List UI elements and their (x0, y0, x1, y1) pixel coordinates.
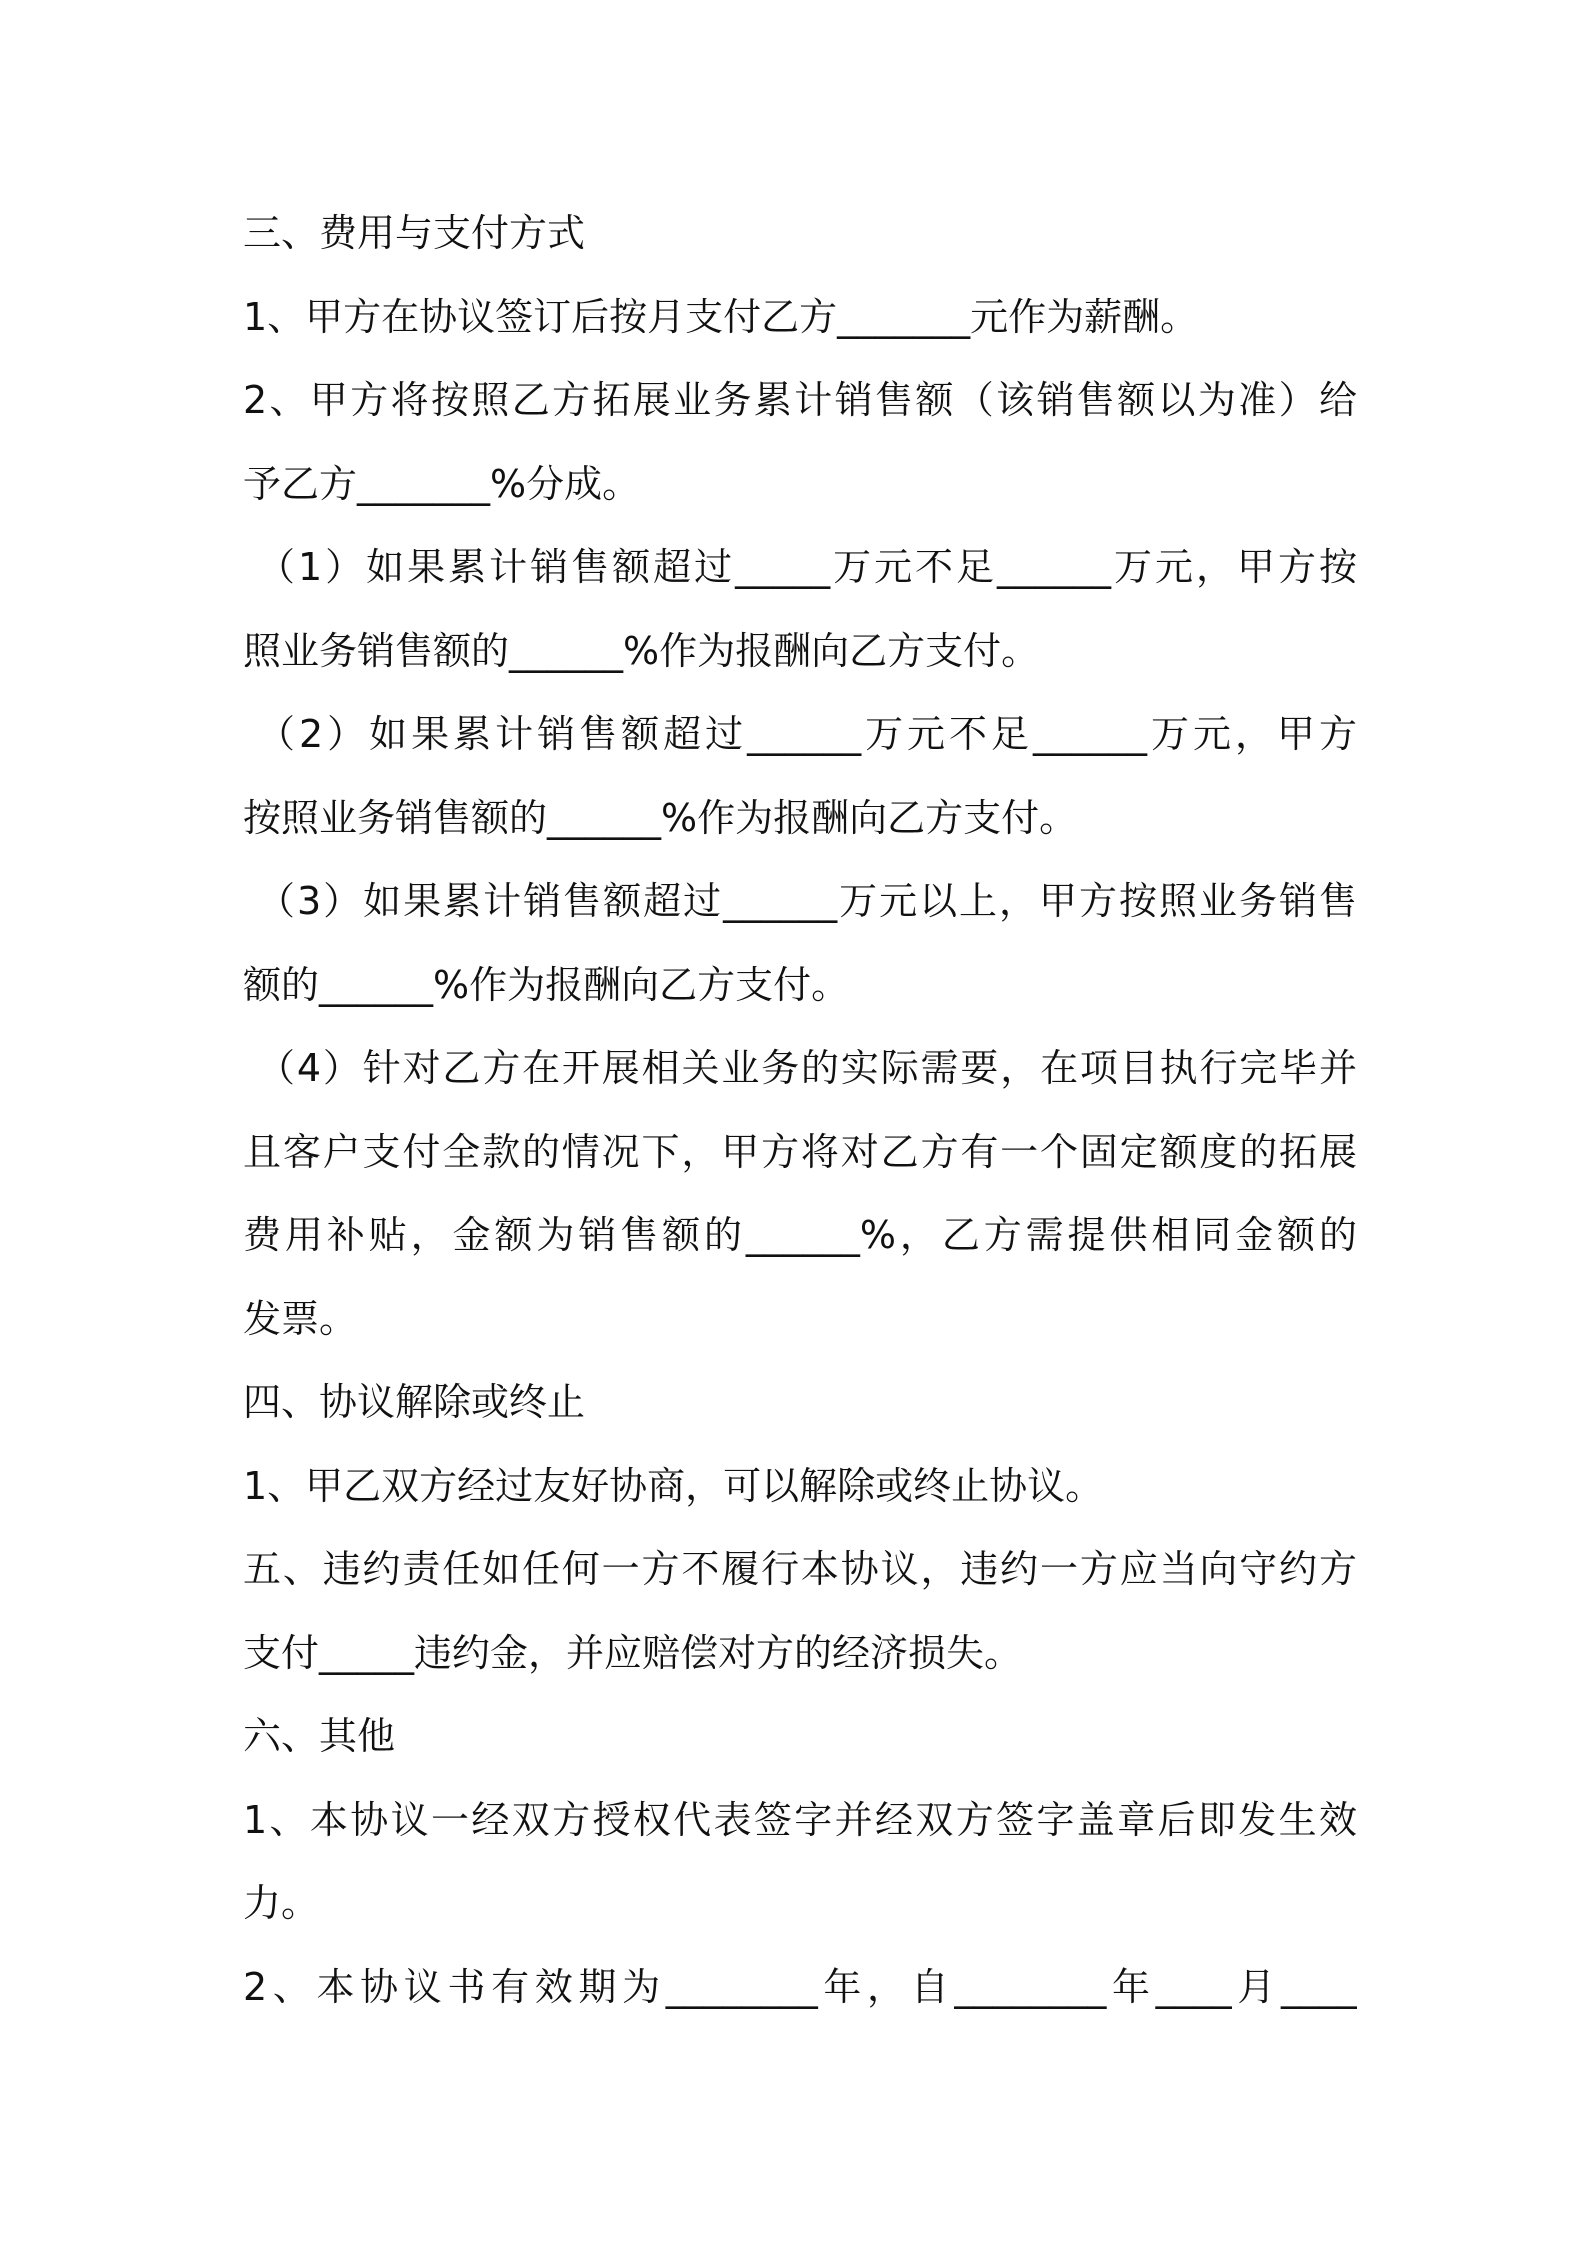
sub-clause-4-line-1: （4）针对乙方在开展相关业务的实际需要，在项目执行完毕并 (257, 1046, 1357, 1090)
clause-3-1: 1、甲方在协议签订后按月支付乙方_______元作为薪酬。 (243, 294, 1199, 339)
sub-clause-1-line-2: 照业务销售额的______%作为报酬向乙方支付。 (243, 628, 1040, 673)
clause-3-2-line-2: 予乙方_______%分成。 (243, 461, 641, 506)
sub-clause-4-line-2: 且客户支付全款的情况下，甲方将对乙方有一个固定额度的拓展 (243, 1129, 1357, 1174)
sub-clause-4-line-3: 费用补贴，金额为销售额的______%，乙方需提供相同金额的 (243, 1213, 1357, 1257)
sub-clause-1-line-1: （1）如果累计销售额超过_____万元不足______万元，甲方按 (257, 545, 1357, 589)
clause-4-1: 1、甲乙双方经过友好协商，可以解除或终止协议。 (243, 1463, 1104, 1508)
document-body (243, 192, 1357, 2029)
sub-clause-3-line-2: 额的______%作为报酬向乙方支付。 (243, 962, 850, 1007)
sub-clause-2-line-2: 按照业务销售额的______%作为报酬向乙方支付。 (243, 795, 1078, 840)
sub-clause-4-line-4: 发票。 (243, 1296, 358, 1341)
clause-6-2: 2、本协议书有效期为________年，自________年____月____ (243, 1964, 1357, 2009)
section-breach-line-1: 五、违约责任如任何一方不履行本协议，违约一方应当向守约方 (243, 1547, 1357, 1591)
section-breach-line-2: 支付_____违约金，并应赔偿对方的经济损失。 (243, 1630, 1023, 1675)
sub-clause-3-line-1: （3）如果累计销售额超过______万元以上，甲方按照业务销售 (257, 879, 1357, 923)
section-heading-fees: 三、费用与支付方式 (243, 211, 586, 255)
clause-6-1-line-1: 1、本协议一经双方授权代表签字并经双方签字盖章后即发生效 (243, 1797, 1357, 1842)
clause-6-1-line-2: 力。 (243, 1881, 320, 1925)
sub-clause-2-line-1: （2）如果累计销售额超过______万元不足______万元，甲方 (257, 712, 1357, 756)
section-heading-other: 六、其他 (243, 1714, 396, 1758)
section-heading-termination: 四、协议解除或终止 (243, 1380, 586, 1424)
clause-3-2-line-1: 2、甲方将按照乙方拓展业务累计销售额（该销售额以为准）给 (243, 378, 1357, 422)
